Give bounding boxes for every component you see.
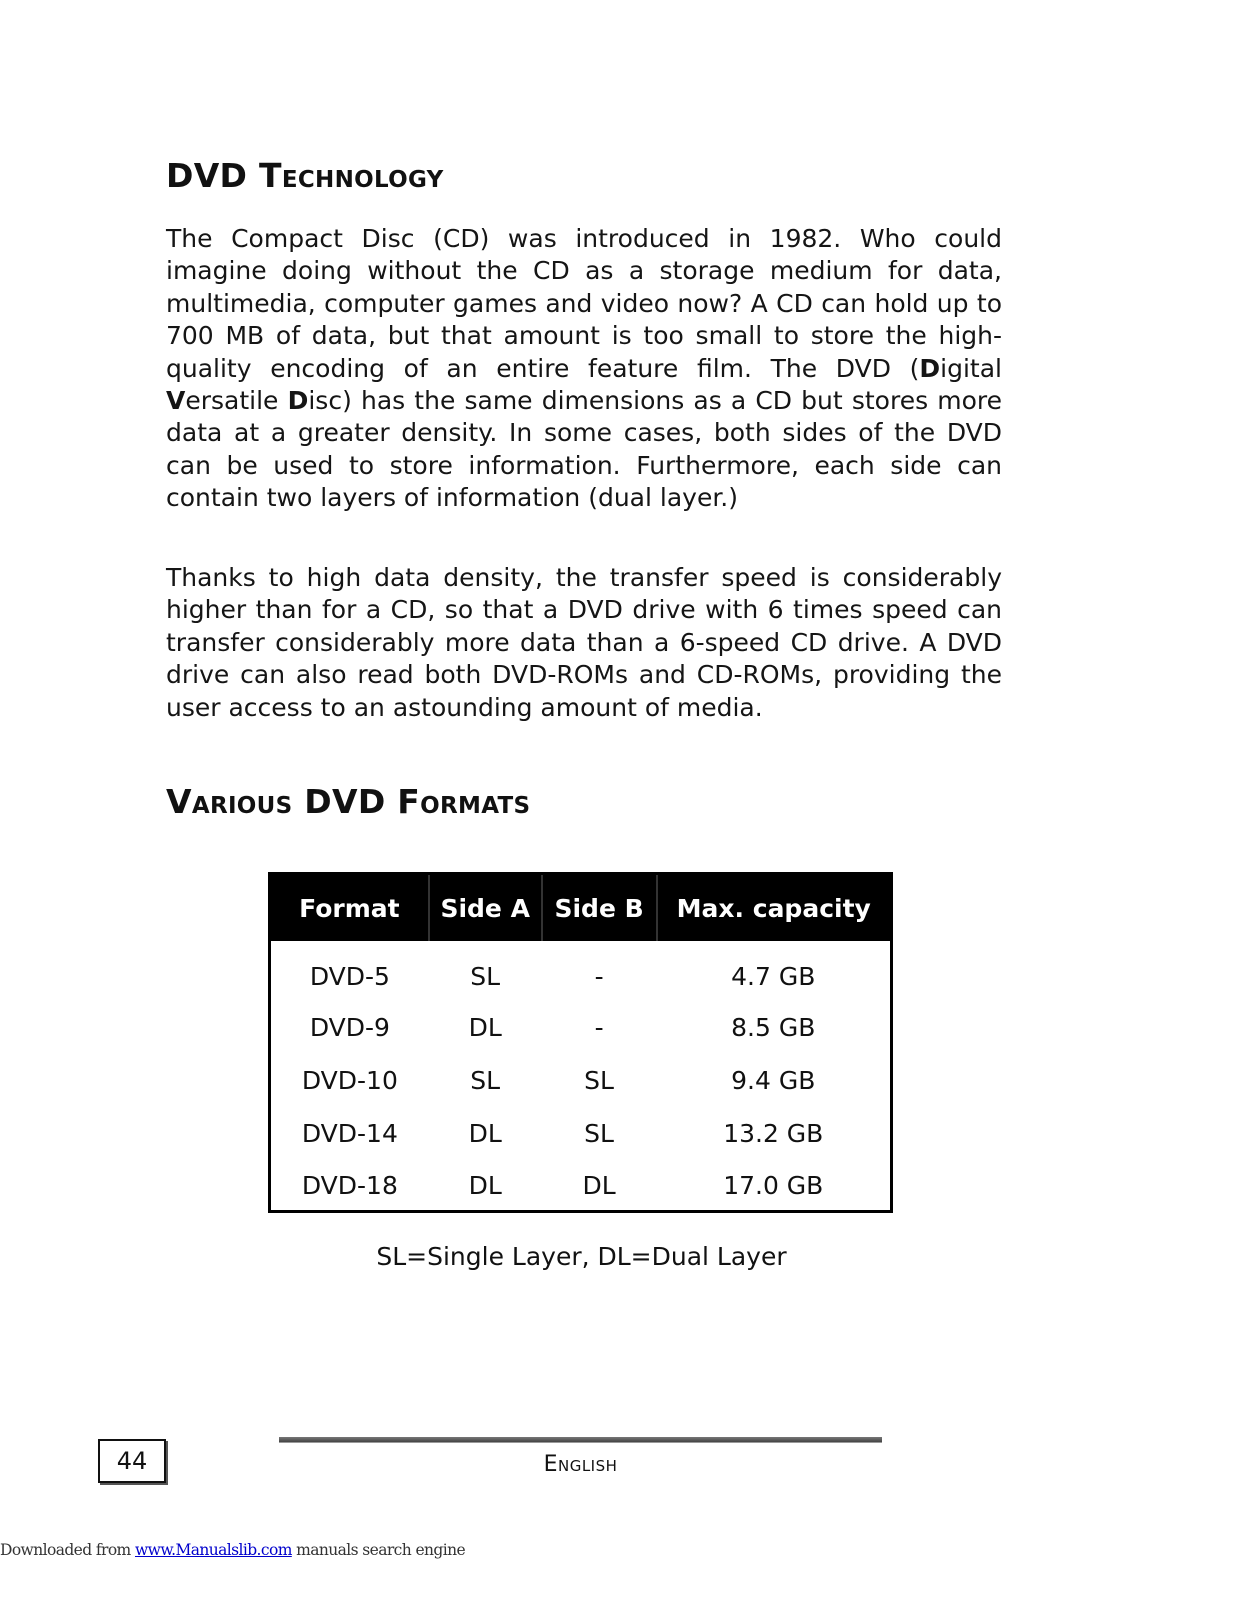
download-suffix: manuals search engine: [291, 1541, 466, 1559]
cell-format: DVD-9: [309, 1013, 390, 1042]
cell-format: DVD-14: [301, 1119, 398, 1148]
cell-capacity: 9.4 GB: [731, 1066, 816, 1095]
table-row: [270, 1001, 892, 1054]
cell-side-b: -: [594, 961, 604, 991]
cell-side-a: DL: [468, 1119, 502, 1148]
paragraph-dvd-intro: The Compact Disc (CD) was introduced in 1982. Who could imagine doing without the CD as a storage medium for data, multimedia, computer games and video now? A CD can hold up to 700 MB of data, but that amount is too small to store the high-quality encoding of an entire feature film. The DVD (Digital Versatile Disc) has the same dimensions as a CD but stores more data at a greater density. In some cases, both sides of the DVD can be used to store information. Furthermore, each side can contain two layers of information (dual layer.): [166, 224, 1002, 513]
manualslib-link[interactable]: www.Manualslib.com: [135, 1541, 292, 1559]
cell-capacity: 17.0 GB: [723, 1170, 824, 1200]
table-row: [270, 1107, 892, 1160]
header-format: Format: [270, 874, 429, 942]
cell-format: DVD-18: [301, 1170, 398, 1200]
cell-side-b: DL: [582, 1170, 616, 1200]
download-notice: [0, 1541, 465, 1559]
cell-side-b: SL: [584, 1119, 614, 1148]
table-legend: SL=Single Layer, DL=Dual Layer: [376, 1242, 787, 1271]
cell-side-a: SL: [470, 1066, 501, 1095]
cell-side-a: DL: [468, 1170, 502, 1200]
header-side-a: Side A: [429, 874, 542, 942]
table-row: [270, 1054, 892, 1107]
paragraph-transfer-speed: Thanks to high data density, the transfer speed is considerably higher than for a CD, so that a DVD drive with 6 times speed can transfer considerably more data than a 6-speed CD drive. A DVD drive can also read both DVD-ROMs and CD-ROMs, providing the user access to an astounding amount of media.: [166, 563, 1002, 722]
dvd-formats-table: [268, 872, 893, 1213]
table-row: [270, 1160, 892, 1212]
footer-divider: [279, 1437, 882, 1443]
cell-side-a: SL: [470, 961, 501, 991]
cell-capacity: 4.7 GB: [731, 961, 816, 991]
heading-various-dvd-formats: Various DVD Formats: [166, 782, 531, 821]
download-prefix: Downloaded from: [0, 1541, 135, 1559]
page-number: 44: [98, 1439, 166, 1483]
cell-capacity: 13.2 GB: [723, 1119, 824, 1148]
table-row: [270, 941, 892, 1001]
heading-dvd-technology: DVD Technology: [166, 156, 444, 195]
footer-language: English: [543, 1452, 618, 1477]
cell-side-b: -: [594, 1013, 604, 1042]
cell-format: DVD-10: [301, 1066, 398, 1095]
cell-format: DVD-5: [309, 961, 390, 991]
header-max-capacity: Max. capacity: [657, 874, 892, 942]
cell-side-a: DL: [468, 1013, 502, 1042]
cell-side-b: SL: [584, 1066, 614, 1095]
header-side-b: Side B: [542, 874, 657, 942]
cell-capacity: 8.5 GB: [731, 1013, 816, 1042]
table-header-row: [270, 874, 892, 942]
